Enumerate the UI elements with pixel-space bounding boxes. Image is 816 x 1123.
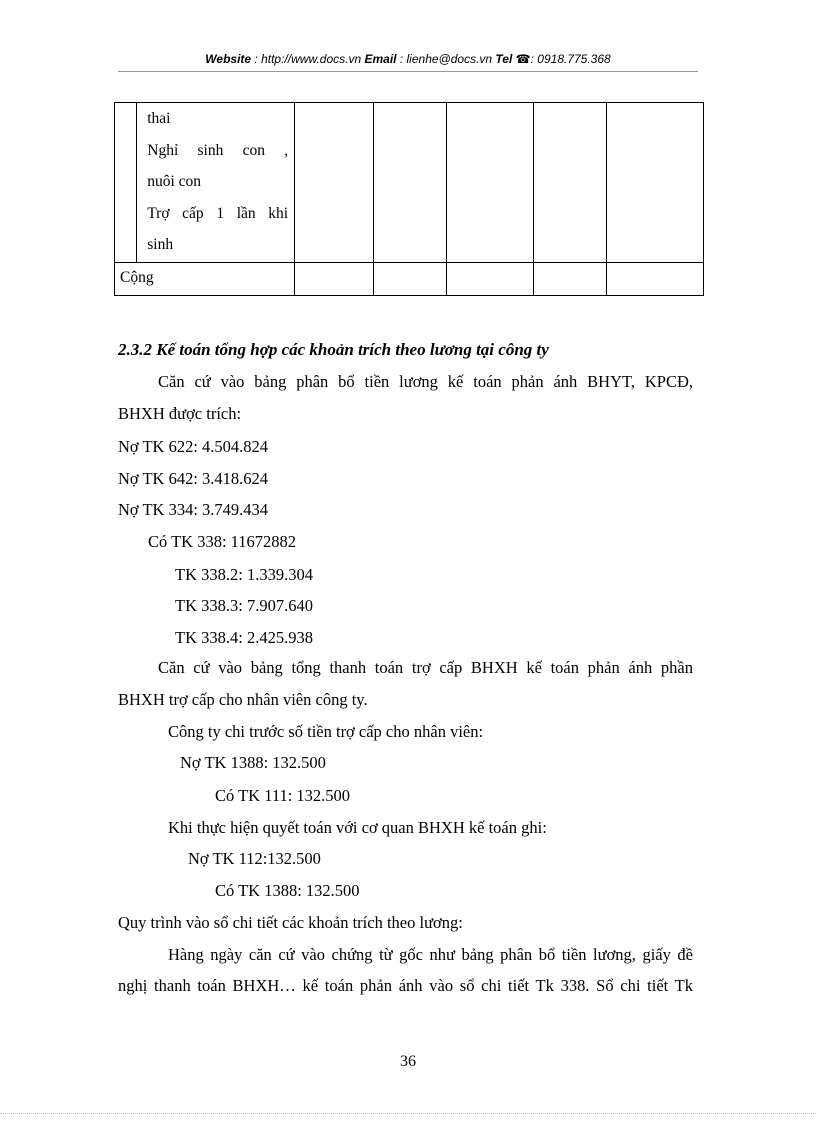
header-divider xyxy=(118,71,698,72)
table-cell xyxy=(533,263,606,296)
entry-label: TK 338.3: xyxy=(175,596,243,615)
table-cell xyxy=(446,103,533,263)
paragraph-line: nghị thanh toán BHXH… kế toán phản ánh vào sổ chi tiết Tk 338. Sổ chi tiết Tk xyxy=(118,976,693,995)
entry-value: 3.749.434 xyxy=(202,500,269,519)
total-label: Cộng xyxy=(120,269,154,286)
footer-divider xyxy=(0,1113,816,1114)
entry-value: 3.418.624 xyxy=(202,469,269,488)
entry-value: 4.504.824 xyxy=(202,437,269,456)
email-label: Email xyxy=(364,52,397,66)
tel-label: Tel xyxy=(495,52,513,66)
benefits-table xyxy=(114,102,704,296)
website-label: Website xyxy=(205,52,252,66)
entry-value: 11672882 xyxy=(230,532,297,551)
entry-line xyxy=(118,437,268,457)
entry-label: TK 338.2: xyxy=(175,565,243,584)
table-row xyxy=(115,103,704,263)
table-cell xyxy=(295,263,374,296)
entry-line xyxy=(175,565,313,585)
paragraph-line: Căn cứ vào bảng tổng thanh toán trợ cấp BHXH kế toán phản ánh phần xyxy=(158,658,693,677)
table-cell xyxy=(606,103,703,263)
website-value: : http://www.docs.vn xyxy=(254,52,362,66)
entry-line xyxy=(175,628,313,648)
table-cell xyxy=(374,103,447,263)
table-cell xyxy=(533,103,606,263)
page-header xyxy=(118,52,698,66)
paragraph-line: BHXH trợ cấp cho nhân viên công ty. xyxy=(118,690,368,709)
text-line: Có TK 1388: 132.500 xyxy=(215,881,360,900)
entry-line xyxy=(148,532,296,552)
tel-value: : 0918.775.368 xyxy=(530,52,611,66)
paragraph-line: Căn cứ vào bảng phân bổ tiền lương kế toán phản ánh BHYT, KPCĐ, xyxy=(158,372,693,391)
text-line: Có TK 111: 132.500 xyxy=(215,786,351,805)
table-cell xyxy=(295,103,374,263)
entry-label: TK 338.4: xyxy=(175,628,243,647)
text-line: Quy trình vào sổ chi tiết các khoản trích theo lương: xyxy=(118,913,463,932)
table-item: nuôi con xyxy=(147,173,202,191)
entry-value: 1.339.304 xyxy=(246,565,313,584)
phone-icon: ☎ xyxy=(515,52,531,66)
entry-label: Nợ TK 334: xyxy=(118,500,198,519)
entry-line xyxy=(175,596,313,616)
entry-label: Nợ TK 622: xyxy=(118,437,198,456)
entry-label: Có TK 338: xyxy=(148,532,227,551)
table-item: sinh xyxy=(147,236,174,254)
section-heading: 2.3.2 Kế toán tổng hợp các khoản trích theo lương tại công ty xyxy=(118,340,549,359)
paragraph-line: Hàng ngày căn cứ vào chứng từ gốc như bảng phân bổ tiền lương, giấy đề xyxy=(168,945,693,964)
text-line: Khi thực hiện quyết toán với cơ quan BHXH kế toán ghi: xyxy=(168,818,547,837)
entry-label: Nợ TK 642: xyxy=(118,469,198,488)
table-item: Trợ cấp 1 lần khi xyxy=(147,204,289,222)
paragraph-line: BHXH được trích: xyxy=(118,404,242,423)
table-total-row xyxy=(115,263,704,296)
table-cell xyxy=(115,103,137,263)
entry-value: 7.907.640 xyxy=(246,596,313,615)
entry-value: 2.425.938 xyxy=(246,628,313,647)
table-cell xyxy=(606,263,703,296)
table-cell-items xyxy=(137,103,295,263)
text-line: Công ty chi trước số tiền trợ cấp cho nhân viên: xyxy=(168,722,484,741)
table-cell xyxy=(374,263,447,296)
text-line: Nợ TK 112:132.500 xyxy=(188,849,321,868)
table-cell xyxy=(446,263,533,296)
text-line: Nợ TK 1388: 132.500 xyxy=(180,753,326,772)
table-total-label-cell xyxy=(115,263,295,296)
entry-line xyxy=(118,500,268,520)
page-number: 36 xyxy=(400,1053,416,1070)
email-value: : lienhe@docs.vn xyxy=(399,52,493,66)
table-item: thai xyxy=(147,110,171,127)
entry-line xyxy=(118,469,268,489)
table-item: Nghỉ sinh con , xyxy=(147,141,289,159)
